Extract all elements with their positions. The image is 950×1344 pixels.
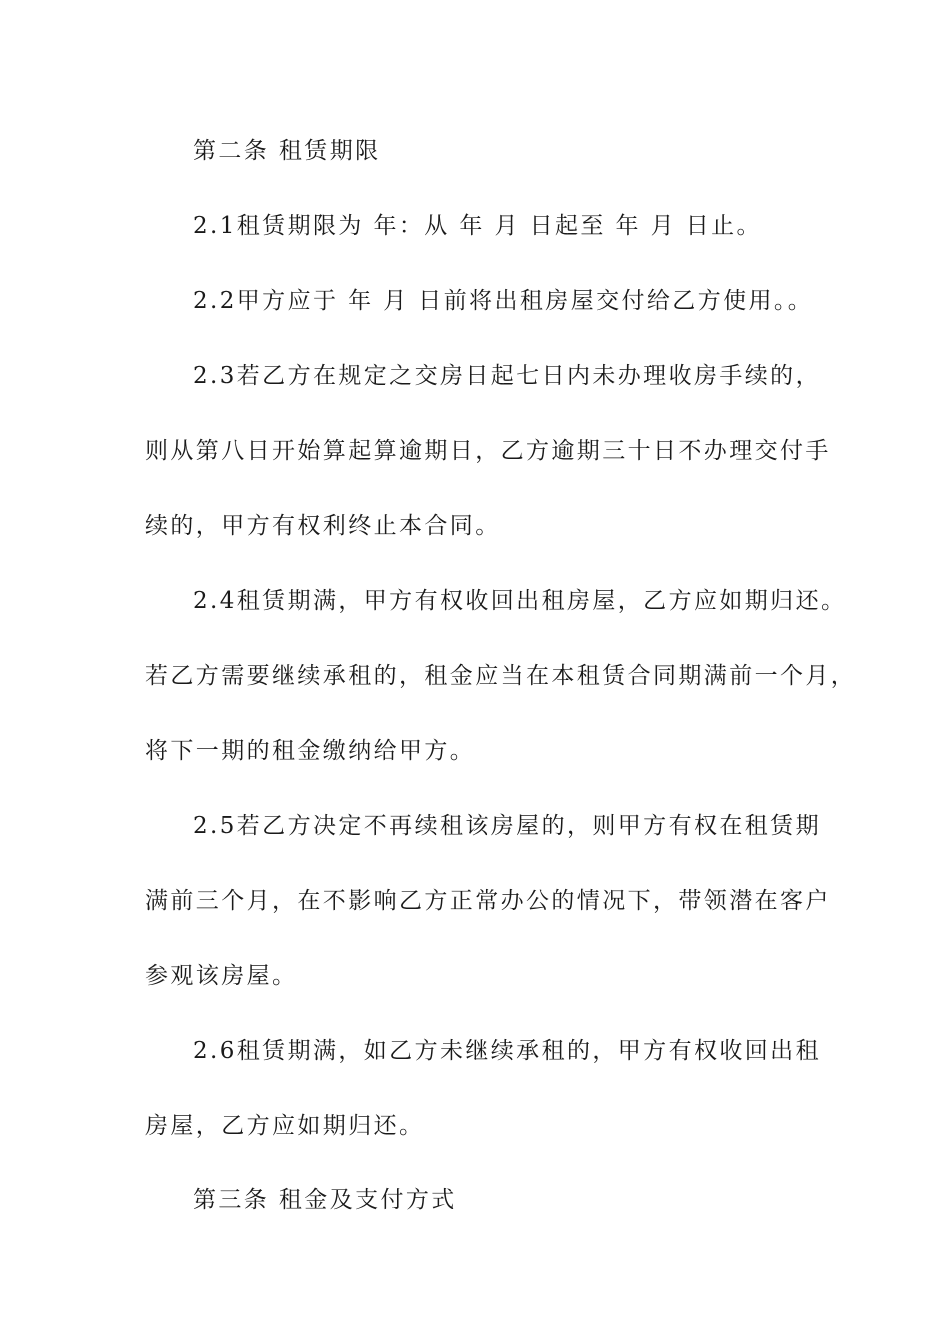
clause-2-5-line-3: 参观该房屋。 — [145, 963, 298, 989]
clause-2-2: 2.2甲方应于 年 月 日前将出租房屋交付给乙方使用。。 — [193, 288, 814, 314]
clause-2-6-line-1: 2.6租赁期满，如乙方未继续承租的，甲方有权收回出租 — [193, 1038, 821, 1064]
clause-2-3-line-2: 则从第八日开始算起算逾期日，乙方逾期三十日不办理交付手 — [145, 438, 831, 464]
clause-2-4-line-2: 若乙方需要继续承租的，租金应当在本租赁合同期满前一个月， — [145, 663, 857, 689]
clause-2-4-line-3: 将下一期的租金缴纳给甲方。 — [145, 738, 476, 764]
clause-2-5-line-2: 满前三个月，在不影响乙方正常办公的情况下，带领潜在客户 — [145, 888, 831, 914]
clause-2-6-line-2: 房屋，乙方应如期归还。 — [145, 1113, 425, 1139]
section-heading-3: 第三条 租金及支付方式 — [193, 1187, 457, 1213]
clause-2-3-line-1: 2.3若乙方在规定之交房日起七日内未办理收房手续的， — [193, 363, 821, 389]
clause-2-4-line-1: 2.4租赁期满，甲方有权收回出租房屋，乙方应如期归还。 — [193, 588, 847, 614]
clause-2-5-line-1: 2.5若乙方决定不再续租该房屋的，则甲方有权在租赁期 — [193, 813, 821, 839]
clause-2-3-line-3: 续的，甲方有权利终止本合同。 — [145, 513, 501, 539]
section-heading-2: 第二条 租赁期限 — [193, 138, 381, 164]
clause-2-1: 2.1租赁期限为 年：从 年 月 日起至 年 月 日止。 — [193, 213, 762, 239]
